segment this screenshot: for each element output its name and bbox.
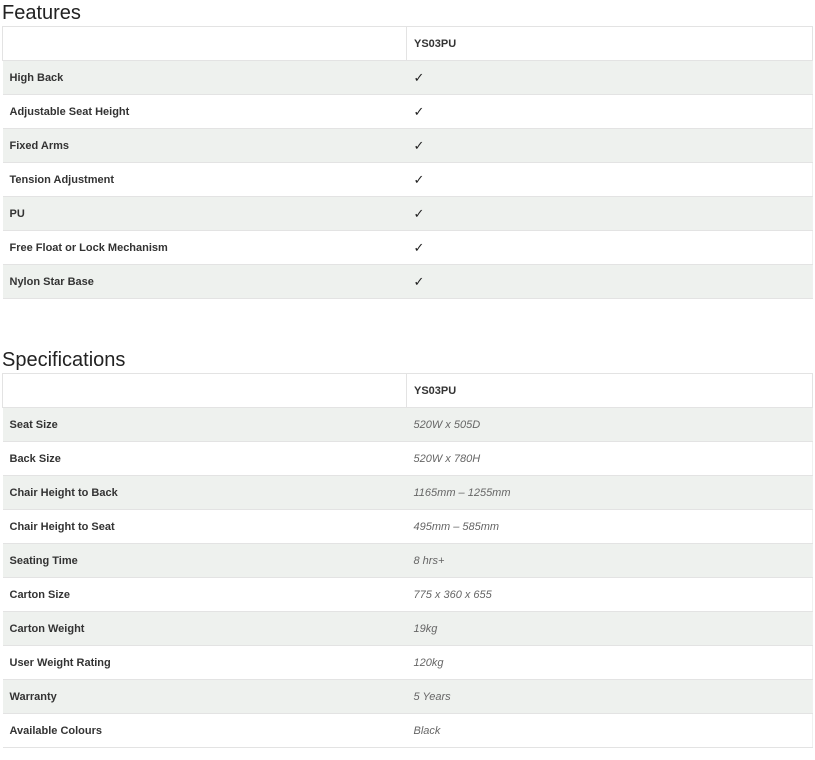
feature-label: PU <box>3 197 407 231</box>
spec-value: 520W x 505D <box>407 408 813 442</box>
feature-value: ✓ <box>407 265 813 299</box>
table-row <box>3 510 813 544</box>
spec-value: 495mm – 585mm <box>407 510 813 544</box>
spec-value: 1165mm – 1255mm <box>407 476 813 510</box>
features-table <box>2 26 813 299</box>
spec-value: 5 Years <box>407 680 813 714</box>
table-row <box>3 163 813 197</box>
feature-value: ✓ <box>407 231 813 265</box>
table-row <box>3 544 813 578</box>
specifications-table <box>2 373 813 748</box>
table-row <box>3 612 813 646</box>
spec-label: Seat Size <box>3 408 407 442</box>
specifications-title: Specifications <box>2 349 126 371</box>
table-row <box>3 442 813 476</box>
spec-value: 520W x 780H <box>407 442 813 476</box>
table-row <box>3 95 813 129</box>
table-row <box>3 646 813 680</box>
table-row <box>3 714 813 748</box>
spec-value: Black <box>407 714 813 748</box>
features-header-empty <box>3 27 407 61</box>
spec-label: Seating Time <box>3 544 407 578</box>
spec-label: Carton Weight <box>3 612 407 646</box>
specifications-header-row <box>3 374 813 408</box>
feature-label: High Back <box>3 61 407 95</box>
spec-label: Warranty <box>3 680 407 714</box>
spec-label: Available Colours <box>3 714 407 748</box>
feature-value: ✓ <box>407 197 813 231</box>
table-row <box>3 265 813 299</box>
feature-value: ✓ <box>407 129 813 163</box>
features-header-row <box>3 27 813 61</box>
spec-label: Chair Height to Seat <box>3 510 407 544</box>
spec-label: Carton Size <box>3 578 407 612</box>
features-column-header: YS03PU <box>407 27 813 61</box>
spec-value: 8 hrs+ <box>407 544 813 578</box>
table-row <box>3 578 813 612</box>
spec-value: 120kg <box>407 646 813 680</box>
table-row <box>3 129 813 163</box>
spec-label: User Weight Rating <box>3 646 407 680</box>
feature-label: Free Float or Lock Mechanism <box>3 231 407 265</box>
table-row <box>3 408 813 442</box>
table-row <box>3 61 813 95</box>
table-row <box>3 476 813 510</box>
spec-value: 19kg <box>407 612 813 646</box>
spec-label: Back Size <box>3 442 407 476</box>
feature-value: ✓ <box>407 163 813 197</box>
feature-label: Nylon Star Base <box>3 265 407 299</box>
feature-label: Tension Adjustment <box>3 163 407 197</box>
spec-value: 775 x 360 x 655 <box>407 578 813 612</box>
feature-value: ✓ <box>407 61 813 95</box>
feature-value: ✓ <box>407 95 813 129</box>
feature-label: Adjustable Seat Height <box>3 95 407 129</box>
feature-label: Fixed Arms <box>3 129 407 163</box>
table-row <box>3 680 813 714</box>
spec-label: Chair Height to Back <box>3 476 407 510</box>
table-row <box>3 197 813 231</box>
specifications-header-empty <box>3 374 407 408</box>
table-row <box>3 231 813 265</box>
features-title: Features <box>2 2 81 24</box>
specifications-column-header: YS03PU <box>407 374 813 408</box>
